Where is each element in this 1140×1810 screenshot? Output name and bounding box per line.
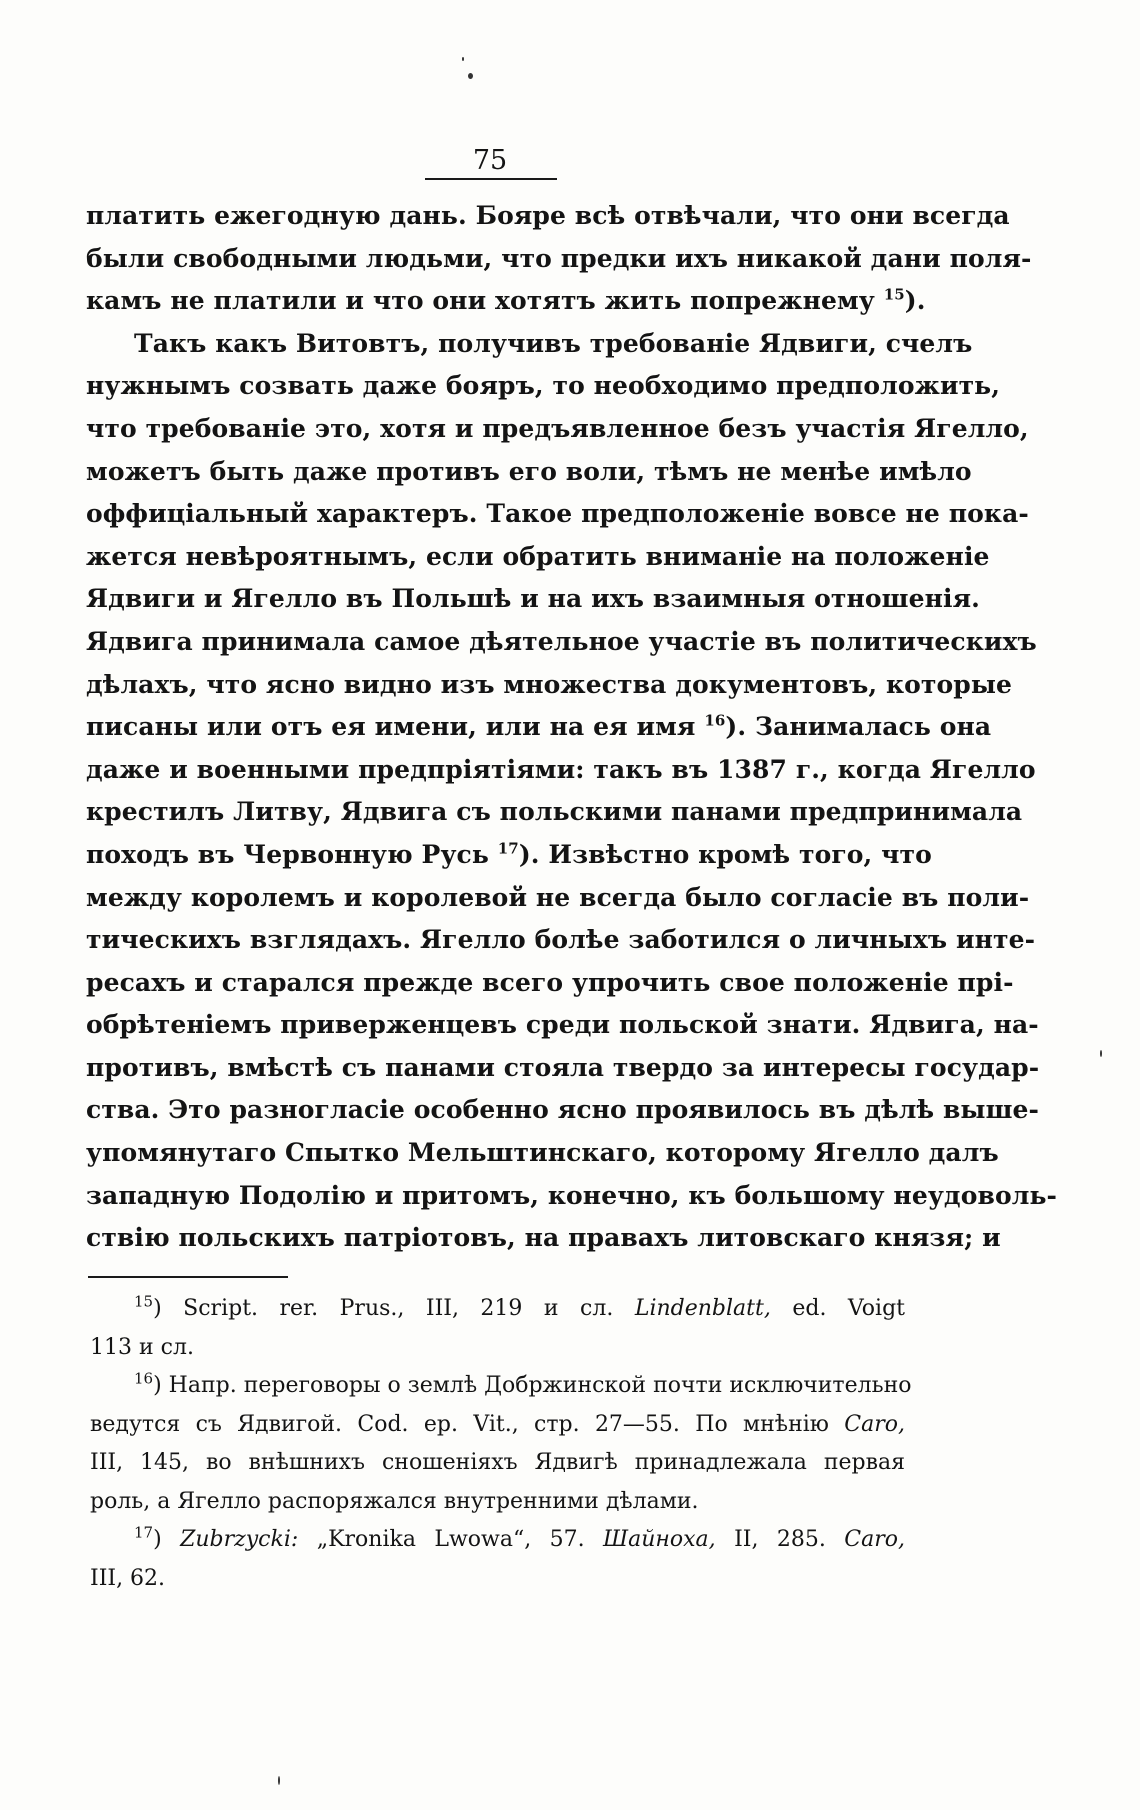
text-line: Ядвиги и Ягелло въ Польшѣ и на ихъ взаимныя отношенія.	[86, 584, 980, 614]
text-line	[86, 706, 992, 749]
footnote-16-line: III, 145, во внѣшнихъ сношеніяхъ Ядвигѣ принадлежала первая	[90, 1450, 905, 1475]
text-line: нужнымъ созвать даже бояръ, то необходимо предположить,	[86, 371, 1001, 401]
footnote-ref-16: 16	[704, 711, 726, 730]
footnote-ref-15: 15	[883, 285, 905, 304]
text-line	[86, 280, 926, 323]
footnote-text: ) Script. rer. Prus., III, 219 и сл.	[153, 1296, 614, 1321]
footnote-italic: Zubrzycki:	[180, 1527, 299, 1552]
footnote-text: „Kronika Lwowa“, 57.	[316, 1527, 585, 1552]
footnote-italic: Caro,	[844, 1411, 905, 1437]
text-line: Ядвига принимала самое дѣятельное участіе въ политическихъ	[86, 626, 1037, 656]
text-line: дѣлахъ, что ясно видно изъ множества документовъ, которые	[86, 669, 1013, 699]
text-segment: ). Извѣстно кромѣ того, что	[518, 839, 932, 869]
text-line: упомянутаго Спытко Мельштинскаго, которому Ягелло далъ	[86, 1138, 999, 1168]
footnote-text: ведутся съ Ядвигой. Cod. ep. Vit., стр. 27—55. По мнѣнію	[90, 1411, 829, 1437]
print-speck	[1100, 1050, 1102, 1057]
text-line: ресахъ и старался прежде всего упрочить свое положеніе прі-	[86, 967, 1014, 997]
text-line: между королемъ и королевой не всегда было согласіе въ поли-	[86, 882, 1030, 912]
text-line: тическихъ взглядахъ. Ягелло болѣе заботился о личныхъ инте-	[86, 925, 1036, 955]
text-segment: походъ въ Червонную Русь	[86, 839, 489, 869]
text-line: оффиціальный характеръ. Такое предположеніе вовсе не пока-	[86, 499, 1029, 529]
footnote-15-line: 113 и сл.	[90, 1334, 194, 1360]
text-line: платить ежегодную дань. Бояре всѣ отвѣчали, что они всегда	[86, 201, 1010, 230]
text-line: что требованіе это, хотя и предъявленное безъ участія Ягелло,	[86, 413, 1029, 443]
footnote-text: II, 285.	[734, 1527, 826, 1552]
text-line: Такъ какъ Витовтъ, получивъ требованіе Ядвиги, счелъ	[134, 328, 973, 358]
text-line: противъ, вмѣстѣ съ панами стояла твердо за интересы государ-	[86, 1052, 1040, 1082]
text-segment: писаны или отъ ея имени, или на ея имя	[86, 712, 696, 742]
footnote-mark: 16	[134, 1369, 154, 1388]
footnote-16-line	[90, 1367, 912, 1406]
text-line: крестилъ Литву, Ядвига съ польскими панами предпринимала	[86, 797, 1023, 827]
print-speck	[278, 1776, 280, 1785]
page-number: 75	[472, 145, 508, 176]
footnote-text: ) Напр. переговоры о землѣ Добржинской почти исключительно	[153, 1373, 912, 1398]
text-line: ствію польскихъ патріотовъ, на правахъ литовскаго князя; и	[86, 1223, 1001, 1253]
text-line	[86, 834, 932, 877]
text-line: обрѣтеніемъ приверженцевъ среди польской знати. Ядвига, на-	[86, 1010, 1039, 1040]
footnote-17-line: III, 62.	[90, 1565, 166, 1591]
footnote-16-line: роль, а Ягелло распоряжался внутренними дѣлами.	[90, 1488, 699, 1514]
footnote-16-line	[90, 1406, 905, 1445]
footnote-italic: Caro,	[844, 1527, 905, 1552]
text-line: были свободными людьми, что предки ихъ никакой дани поля-	[86, 243, 1032, 273]
page-number-rule	[425, 178, 557, 180]
footnotes	[90, 1290, 912, 1598]
text-line: западную Подолію и притомъ, конечно, къ большому неудоволь-	[86, 1180, 1057, 1210]
footnote-italic: Lindenblatt,	[634, 1296, 771, 1321]
text-line: можетъ быть даже противъ его воли, тѣмъ не менѣе имѣло	[86, 456, 972, 486]
text-line: ства. Это разногласіе особенно ясно проявилось въ дѣлѣ выше-	[86, 1095, 1040, 1125]
footnote-mark: 17	[134, 1523, 154, 1542]
text-segment: ). Занималась она	[725, 712, 992, 742]
print-speck	[462, 57, 464, 61]
print-speck	[468, 73, 473, 79]
text-segment: камъ не платили и что они хотятъ жить попрежнему	[86, 286, 875, 316]
footnote-mark: 15	[134, 1292, 154, 1311]
footnote-15-line	[90, 1290, 905, 1329]
footnote-text: ed. Voigt	[792, 1296, 905, 1321]
footnote-text: )	[153, 1527, 162, 1552]
footnote-separator	[88, 1276, 288, 1278]
text-segment: ).	[904, 286, 926, 316]
text-line: даже и военными предпріятіями: такъ въ 1387 г., когда Ягелло	[86, 754, 1036, 784]
text-line: жется невѣроятнымъ, если обратить вниманіе на положеніе	[86, 541, 990, 571]
footnote-italic: Шайноха,	[603, 1527, 716, 1552]
body-text	[86, 195, 1057, 1260]
footnote-ref-17: 17	[497, 839, 519, 858]
footnote-17-line	[90, 1521, 905, 1560]
